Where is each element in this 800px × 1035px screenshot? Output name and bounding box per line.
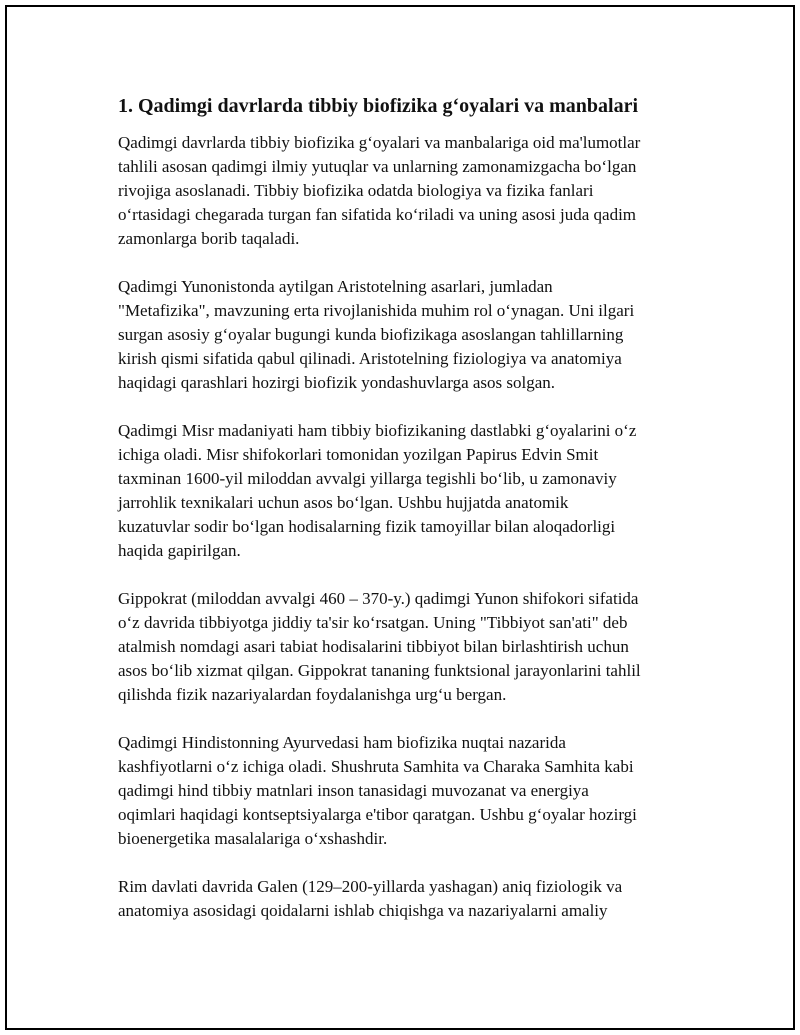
section-heading: 1. Qadimgi davrlarda tibbiy biofizika g‘oyalari va manbalari [118, 95, 639, 117]
text-line: asos bo‘lib xizmat qilgan. Gippokrat tananing funktsional jarayonlarini tahlil [118, 661, 641, 680]
text-line: Qadimgi Hindistonning Ayurvedasi ham biofizika nuqtai nazarida [118, 733, 566, 752]
text-line: bioenergetika masalalariga o‘xshashdir. [118, 829, 388, 848]
text-line: o‘z davrida tibbiyotga jiddiy ta'sir ko‘rsatgan. Uning "Tibbiyot san'ati" deb [118, 613, 628, 632]
text-line: kuzatuvlar sodir bo‘lgan hodisalarning fizik tamoyillar bilan aloqadorligi [118, 517, 616, 536]
text-line: rivojiga asoslanadi. Tibbiy biofizika odatda biologiya va fizika fanlari [118, 181, 594, 200]
text-line: atalmish nomdagi asari tabiat hodisalarini tibbiyot bilan birlashtirish uchun [118, 637, 629, 656]
text-line: kashfiyotlarni o‘z ichiga oladi. Shushruta Samhita va Charaka Samhita kabi [118, 757, 634, 776]
text-line: Gippokrat (miloddan avvalgi 460 – 370-y.) qadimgi Yunon shifokori sifatida [118, 589, 639, 608]
paragraph-2 [118, 275, 693, 395]
text-line: zamonlarga borib taqaladi. [118, 229, 300, 248]
text-line: qilishda fizik nazariyalardan foydalanishga urg‘u bergan. [118, 685, 507, 704]
text-line: Qadimgi Yunonistonda aytilgan Aristotelning asarlari, jumladan [118, 277, 553, 296]
text-line: surgan asosiy g‘oyalar bugungi kunda biofizikaga asoslangan tahlillarning [118, 325, 624, 344]
text-line: taxminan 1600-yil miloddan avvalgi yillarga tegishli bo‘lib, u zamonaviy [118, 469, 617, 488]
paragraph-5 [118, 731, 693, 851]
text-line: jarrohlik texnikalari uchun asos bo‘lgan. Ushbu hujjatda anatomik [118, 493, 569, 512]
paragraph-1 [118, 131, 693, 251]
text-line: qadimgi hind tibbiy matnlari inson tanasidagi muvozanat va energiya [118, 781, 589, 800]
text-line: o‘rtasidagi chegarada turgan fan sifatida ko‘riladi va uning asosi juda qadim [118, 205, 637, 224]
text-line: Qadimgi Misr madaniyati ham tibbiy biofizikaning dastlabki g‘oyalarini o‘z [118, 421, 637, 440]
page-frame [5, 5, 795, 1030]
paragraph-4 [118, 587, 693, 707]
paragraph-3 [118, 419, 693, 563]
text-line: haqidagi qarashlari hozirgi biofizik yondashuvlarga asos solgan. [118, 373, 556, 392]
document-body [118, 93, 693, 947]
text-line: haqida gapirilgan. [118, 541, 241, 560]
text-line: "Metafizika", mavzuning erta rivojlanishida muhim rol o‘ynagan. Uni ilgari [118, 301, 635, 320]
text-line: ichiga oladi. Misr shifokorlari tomonidan yozilgan Papirus Edvin Smit [118, 445, 599, 464]
text-line: oqimlari haqidagi kontseptsiyalarga e'tibor qaratgan. Ushbu g‘oyalar hozirgi [118, 805, 637, 824]
text-line: anatomiya asosidagi qoidalarni ishlab chiqishga va nazariyalarni amaliy [118, 901, 608, 920]
text-line: kirish qismi sifatida qabul qilinadi. Aristotelning fiziologiya va anatomiya [118, 349, 622, 368]
text-line: tahlili asosan qadimgi ilmiy yutuqlar va unlarning zamonamizgacha bo‘lgan [118, 157, 637, 176]
text-line: Qadimgi davrlarda tibbiy biofizika g‘oyalari va manbalariga oid ma'lumotlar [118, 133, 641, 152]
text-line: Rim davlati davrida Galen (129–200-yillarda yashagan) aniq fiziologik va [118, 877, 623, 896]
paragraph-6 [118, 875, 693, 923]
